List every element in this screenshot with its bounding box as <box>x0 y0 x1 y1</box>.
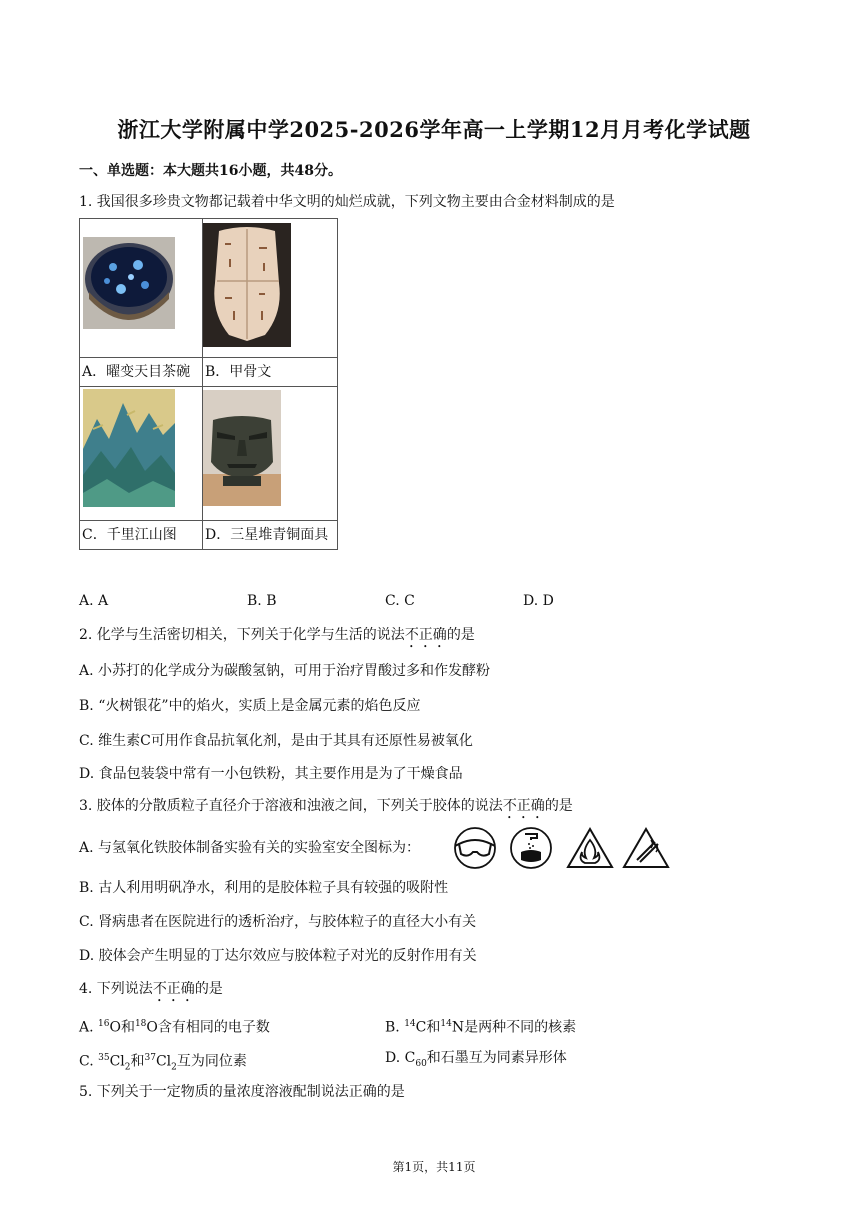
question-3-stem <box>79 796 573 822</box>
option-a-caption: A．曜变天目茶碗 <box>80 358 203 387</box>
q4-emphasis: 不正确 <box>152 981 195 997</box>
q2-option-b[interactable]: B. “火树银花”中的焰火，实质上是金属元素的焰色反应 <box>79 698 421 714</box>
q4-option-d[interactable] <box>385 1048 567 1074</box>
q4b-sup-1: 14 <box>404 1019 416 1029</box>
q2-option-c[interactable]: C. 维生素C可用作食品抗氧化剂，是由于其具有还原性易被氧化 <box>79 733 473 749</box>
q4c-sup-1: 35 <box>98 1053 110 1063</box>
flame-icon <box>565 826 615 870</box>
q4c-prefix: C. <box>79 1053 99 1070</box>
q3-stem-text: 3. 胶体的分散质粒子直径介于溶液和浊液之间，下列关于胶体的说法 <box>79 798 503 814</box>
section-heading: 一、单选题：本大题共16小题，共48分。 <box>79 163 342 179</box>
goggles-icon <box>451 826 499 870</box>
q4d-sub-1: 60 <box>415 1058 427 1069</box>
q4a-text-1: O和 <box>109 1019 135 1036</box>
q4a-prefix: A. <box>79 1019 99 1036</box>
tea-bowl-photo-icon <box>83 237 175 329</box>
question-5-stem: 5. 下列关于一定物质的量浓度溶液配制说法正确的是 <box>79 1084 405 1100</box>
q4c-sub-1: 2 <box>124 1062 131 1073</box>
hot-surface-icon <box>621 826 671 870</box>
q4b-text-1: C和 <box>415 1019 441 1036</box>
q4c-text-3: Cl <box>155 1053 172 1070</box>
question-4-stem <box>79 979 223 1005</box>
q4c-text-2: 和 <box>130 1053 145 1070</box>
question-1-stem: 1. 我国很多珍贵文物都记载着中华文明的灿烂成就，下列文物主要由合金材料制成的是 <box>79 194 615 210</box>
q4d-prefix: D. C <box>385 1050 416 1066</box>
bronze-mask-cell <box>203 387 338 521</box>
q3-emphasis: 不正确 <box>502 798 545 814</box>
q3-option-b[interactable]: B. 古人利用明矾净水，利用的是胶体粒子具有较强的吸附性 <box>79 880 449 896</box>
q4c-sub-2: 2 <box>171 1062 177 1073</box>
tea-bowl-cell <box>80 219 203 358</box>
q3-stem-end: 的是 <box>544 798 573 814</box>
option-d-caption: D．三星堆青铜面具 <box>203 521 338 550</box>
landscape-painting-photo-icon <box>83 389 175 507</box>
q2-option-a[interactable]: A. 小苏打的化学成分为碳酸氢钠，可用于治疗胃酸过多和作发酵粉 <box>79 663 491 679</box>
q4-option-c[interactable] <box>79 1048 247 1077</box>
q4-option-b[interactable] <box>385 1014 576 1038</box>
q4d-text-1: 和石墨互为同素异形体 <box>426 1050 567 1066</box>
page-footer: 第1页，共11页 <box>392 1160 476 1174</box>
q1-option-d[interactable]: D. D <box>523 593 554 609</box>
page-title: 浙江大学附属中学2025-2026学年高一上学期12月月考化学试题 <box>117 117 751 142</box>
q4c-text-4: 互为同位素 <box>176 1053 247 1070</box>
q1-option-b[interactable]: B. B <box>247 593 277 609</box>
q3-option-a[interactable]: A. 与氢氧化铁胶体制备实验有关的实验室安全图标为： <box>79 840 421 856</box>
oracle-bone-cell <box>203 219 338 358</box>
q3-option-d[interactable]: D. 胶体会产生明显的丁达尔效应与胶体粒子对光的反射作用有关 <box>79 948 477 964</box>
option-c-caption: C．千里江山图 <box>80 521 203 550</box>
question-1-options <box>79 593 779 613</box>
q1-option-a[interactable]: A. A <box>79 593 109 609</box>
q4b-text-2: N是两种不同的核素 <box>451 1019 577 1036</box>
bronze-mask-photo-icon <box>203 390 281 506</box>
relics-table <box>79 218 338 550</box>
q4-option-a[interactable] <box>79 1014 270 1038</box>
landscape-cell <box>80 387 203 521</box>
q2-stem-text: 2. 化学与生活密切相关，下列关于化学与生活的说法 <box>79 627 405 643</box>
q4a-sup-2: 18 <box>134 1019 147 1029</box>
q4b-sup-2: 14 <box>440 1019 452 1029</box>
q4-stem-text: 4. 下列说法 <box>79 981 153 997</box>
q4c-text-1: Cl <box>109 1053 125 1070</box>
q2-emphasis: 不正确 <box>404 627 447 643</box>
q4-stem-end: 的是 <box>194 981 223 997</box>
oracle-bone-photo-icon <box>203 223 291 347</box>
q2-option-d[interactable]: D. 食品包装袋中常有一小包铁粉，其主要作用是为了干燥食品 <box>79 766 463 782</box>
option-b-caption: B．甲骨文 <box>203 358 338 387</box>
q3-option-c[interactable]: C. 肾病患者在医院进行的透析治疗，与胶体粒子的直径大小有关 <box>79 914 477 930</box>
q2-stem-end: 的是 <box>446 627 475 643</box>
q4c-sup-2: 37 <box>144 1053 156 1063</box>
hand-wash-icon <box>509 826 553 870</box>
q4b-prefix: B. <box>385 1019 405 1036</box>
question-2-stem <box>79 625 475 651</box>
q4a-text-2: O含有相同的电子数 <box>146 1019 270 1036</box>
q1-option-c[interactable]: C. C <box>385 593 415 609</box>
q4a-sup-1: 16 <box>98 1019 110 1029</box>
